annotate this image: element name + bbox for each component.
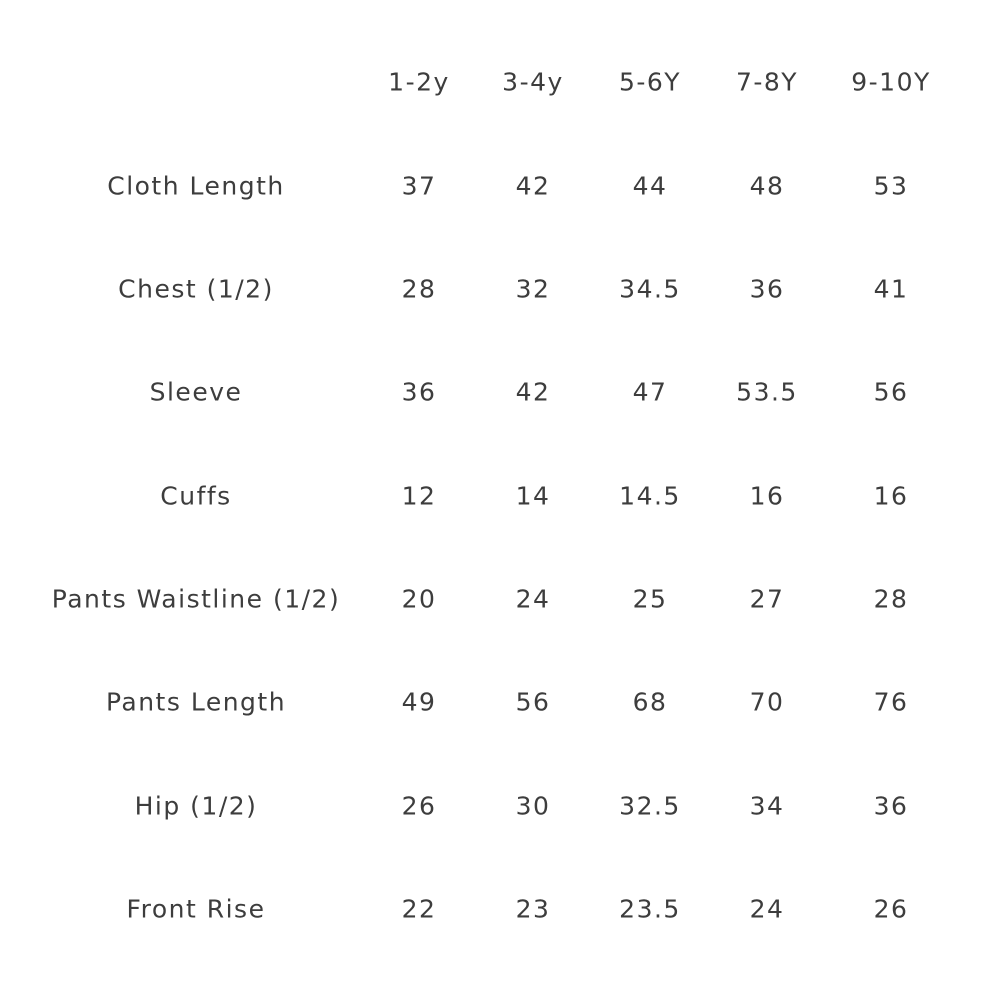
table-cell: 44 bbox=[632, 171, 668, 201]
row-label: Sleeve bbox=[149, 377, 243, 407]
table-cell: 47 bbox=[632, 377, 668, 407]
table-cell: 14.5 bbox=[619, 481, 681, 511]
column-header: 1-2y bbox=[388, 67, 450, 97]
table-cell: 42 bbox=[515, 171, 551, 201]
table-cell: 30 bbox=[515, 791, 551, 821]
column-header: 5-6Y bbox=[618, 67, 682, 97]
table-cell: 20 bbox=[401, 584, 437, 614]
table-cell: 26 bbox=[401, 791, 437, 821]
table-cell: 49 bbox=[401, 687, 437, 717]
table-cell: 36 bbox=[873, 791, 909, 821]
row-label: Hip (1/2) bbox=[134, 791, 258, 821]
table-cell: 42 bbox=[515, 377, 551, 407]
row-label: Pants Waistline (1/2) bbox=[51, 584, 341, 614]
column-header: 7-8Y bbox=[735, 67, 799, 97]
row-label: Cuffs bbox=[160, 481, 232, 511]
table-cell: 36 bbox=[749, 274, 785, 304]
table-cell: 56 bbox=[515, 687, 551, 717]
row-label: Front Rise bbox=[126, 894, 266, 924]
table-cell: 26 bbox=[873, 894, 909, 924]
table-cell: 16 bbox=[873, 481, 909, 511]
table-cell: 16 bbox=[749, 481, 785, 511]
table-cell: 53.5 bbox=[736, 377, 798, 407]
column-header: 9-10Y bbox=[851, 67, 931, 97]
table-cell: 70 bbox=[749, 687, 785, 717]
row-label: Cloth Length bbox=[107, 171, 285, 201]
table-cell: 12 bbox=[401, 481, 437, 511]
table-cell: 34.5 bbox=[619, 274, 681, 304]
column-header: 3-4y bbox=[502, 67, 564, 97]
table-cell: 32.5 bbox=[619, 791, 681, 821]
table-cell: 53 bbox=[873, 171, 909, 201]
table-cell: 14 bbox=[515, 481, 551, 511]
table-cell: 22 bbox=[401, 894, 437, 924]
table-cell: 24 bbox=[515, 584, 551, 614]
row-label: Chest (1/2) bbox=[118, 274, 274, 304]
table-cell: 28 bbox=[401, 274, 437, 304]
table-cell: 56 bbox=[873, 377, 909, 407]
table-cell: 36 bbox=[401, 377, 437, 407]
table-cell: 48 bbox=[749, 171, 785, 201]
table-cell: 37 bbox=[401, 171, 437, 201]
table-cell: 68 bbox=[632, 687, 668, 717]
table-cell: 23.5 bbox=[619, 894, 681, 924]
table-cell: 23 bbox=[515, 894, 551, 924]
table-cell: 24 bbox=[749, 894, 785, 924]
table-cell: 34 bbox=[749, 791, 785, 821]
row-label: Pants Length bbox=[105, 687, 287, 717]
table-cell: 41 bbox=[873, 274, 909, 304]
table-cell: 76 bbox=[873, 687, 909, 717]
table-cell: 27 bbox=[749, 584, 785, 614]
table-cell: 28 bbox=[873, 584, 909, 614]
table-cell: 32 bbox=[515, 274, 551, 304]
table-cell: 25 bbox=[632, 584, 668, 614]
